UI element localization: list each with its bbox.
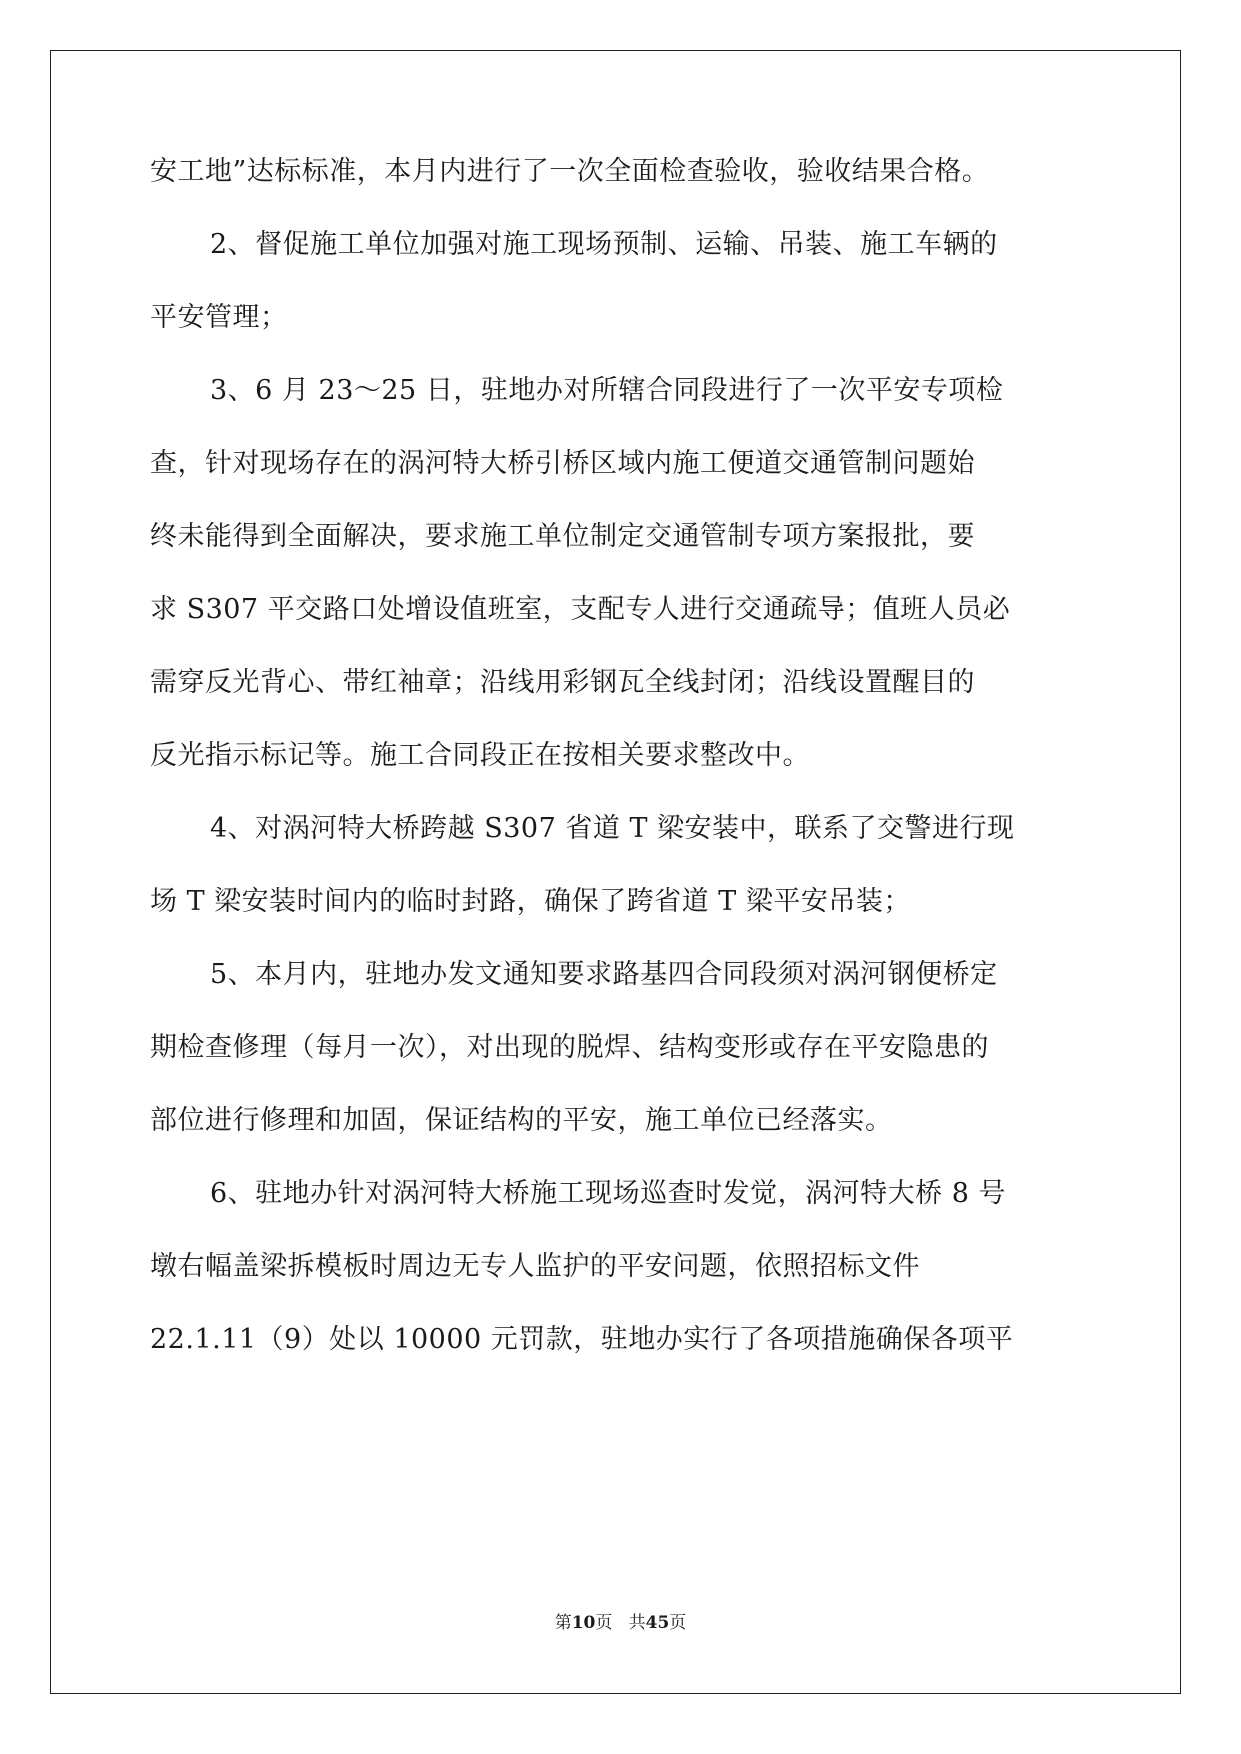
text-line: 2、督促施工单位加强对施工现场预制、运输、吊装、施工车辆的 (210, 229, 998, 260)
text-line: 安工地”达标标准，本月内进行了一次全面检查验收，验收结果合格。 (150, 156, 990, 187)
footer-prefix: 第 (554, 1613, 572, 1633)
text-line: 22.1.11（9）处以 10000 元罚款，驻地办实行了各项措施确保各项平 (150, 1324, 1014, 1355)
page-footer (0, 1612, 1241, 1634)
text-line: 6、驻地办针对涡河特大桥施工现场巡查时发觉，涡河特大桥 8 号 (210, 1178, 1007, 1209)
text-line: 求 S307 平交路口处增设值班室，支配专人进行交通疏导；值班人员必 (150, 594, 1011, 625)
footer-total-prefix: 共 (628, 1613, 646, 1633)
text-line: 4、对涡河特大桥跨越 S307 省道 T 梁安装中，联系了交警进行现 (210, 813, 1015, 844)
current-page-number: 10 (571, 1613, 596, 1633)
text-line: 部位进行修理和加固，保证结构的平安，施工单位已经落实。 (150, 1105, 893, 1136)
text-line: 查，针对现场存在的涡河特大桥引桥区域内施工便道交通管制问题始 (150, 448, 975, 479)
text-line: 终未能得到全面解决，要求施工单位制定交通管制专项方案报批，要 (150, 521, 975, 552)
text-line: 5、本月内，驻地办发文通知要求路基四合同段须对涡河钢便桥定 (210, 959, 998, 990)
footer-page-suffix: 页 (595, 1613, 613, 1633)
text-line: 场 T 梁安装时间内的临时封路，确保了跨省道 T 梁平安吊装； (150, 886, 911, 917)
footer-total-suffix: 页 (669, 1613, 687, 1633)
text-line: 期检查修理（每月一次），对出现的脱焊、结构变形或存在平安隐患的 (150, 1032, 989, 1063)
text-line: 3、6 月 23～25 日，驻地办对所辖合同段进行了一次平安专项检 (210, 375, 1004, 406)
text-line: 墩右幅盖梁拆模板时周边无专人监护的平安问题，依照招标文件 (150, 1251, 920, 1282)
text-line: 平安管理； (150, 302, 288, 333)
total-page-number: 45 (645, 1613, 670, 1633)
text-line: 反光指示标记等。施工合同段正在按相关要求整改中。 (150, 740, 810, 771)
text-line: 需穿反光背心、带红袖章；沿线用彩钢瓦全线封闭；沿线设置醒目的 (150, 667, 975, 698)
page-border (50, 50, 1181, 1694)
